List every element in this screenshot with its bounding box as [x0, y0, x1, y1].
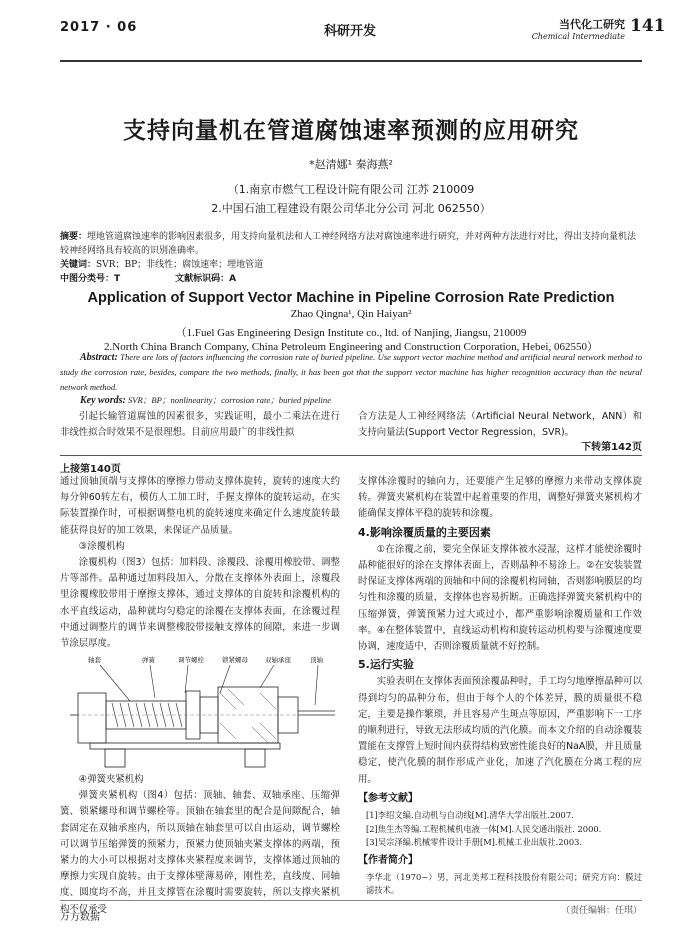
issue-number: 2017 · 06: [60, 20, 138, 35]
author-bio: 李华北（1970~）男，河北美邦工程科技股份有限公司；研究方向：膜过滤技术。: [366, 871, 642, 896]
paragraph-rotation: 通过顶轴顶端与支撑体的摩擦力带动支撑体旋转，旋转的速度大约每分钟60转左右，模仿人工加工时，手握支撑体的旋转运动，在实际装置操作时，可根据调整电机的旋转速度来确定什么速度旋转最能获得良好的加工效果，来保证产品质量。: [60, 476, 340, 536]
keywords-zh: 关键词：SVR；BP；非线性；腐蚀速率；埋地管道: [60, 260, 264, 270]
article-title-en: Application of Support Vector Machine in Pipeline Corrosion Rate Prediction: [87, 290, 615, 306]
keywords-en: Key words: SVR；BP；nonlinearity；corrosion rate；buried pipeline: [80, 395, 332, 406]
author-bio-heading: 【作者简介】: [358, 854, 418, 866]
page-number: 141: [630, 16, 666, 36]
responsible-editor: （责任编辑：任琪）: [560, 905, 642, 916]
continuation-left-top: [60, 474, 340, 652]
authors-zh: *赵清娜¹ 秦海燕²: [309, 158, 393, 171]
abstract-en: Abstract: There are lots of factors influencing the corrosion rate of buried pipeline. Use support vector machine method and artificial neural network method to study the corrosion rate, besides, compare the two methods, finally, it has been got that the support vector machine has higher recognition accuracy than the neural network method.: [60, 352, 642, 392]
paragraph-spring-clamp: 弹簧夹紧机构（图4）包括：顶轴、轴套、双轴承座、压缩弹簧、锁紧螺母和调节螺栓等。顶轴在轴套里的配合是间隙配合，轴套固定在双轴承座内，所以顶轴在轴套里可以自由运动，调节螺栓可以调节压缩弹簧的预紧力，预紧力使顶轴夹紧支撑体的两端，预紧力的大小可以根据对支撑体夹紧程度来调节，支撑体通过顶轴的摩擦力实现自旋转。由于支撑体壁薄易碎，刚性差，直线度、同轴度、圆度均不高，并且支撑管在涂覆时需要旋转，所以支撑夹紧机构不仅承受: [60, 790, 340, 915]
figure-label-sleeve: 轴套: [88, 656, 101, 664]
figure-label-lock-nut: 锁紧螺母: [222, 656, 248, 664]
footer-divider: [60, 900, 642, 901]
header-divider: [60, 60, 642, 62]
figure-label-top-shaft: 顶轴: [310, 656, 323, 664]
section-title: 科研开发: [323, 24, 376, 39]
figure-spring-clamp-diagram: [60, 653, 340, 771]
section-divider: [60, 455, 642, 456]
continuation-left-bottom: [60, 772, 340, 918]
reference-item: [1]李绍文编.自动机与自动线[M].清华大学出版社.2007.: [366, 810, 574, 821]
continued-to-label: 下转第142页: [581, 442, 642, 453]
journal-name-cn: 当代化工研究: [559, 18, 625, 31]
subheading-spring-clamp: ④弹簧夹紧机构: [78, 774, 144, 785]
journal-brand: [525, 16, 625, 41]
reference-item: [2]焦生杰等编.工程机械机电液一体[M].人民交通出版社. 2000.: [366, 823, 602, 834]
subheading-coating: ③涂覆机构: [78, 540, 125, 552]
references-heading: 【参考文献】: [358, 792, 418, 804]
figure-label-bearing-seat: 双轴承座: [265, 656, 291, 664]
intro-left-column: 引起长输管道腐蚀的因素很多，实践证明，最小二乘法在进行非线性拟合时效果不是很理想。目前应用最广的非线性拟: [60, 411, 340, 439]
abstract-zh: 摘要：埋地管道腐蚀速率的影响因素很多，用支持向量机法和人工神经网络方法对腐蚀速率进行研究，并对两种方法进行对比，得出支持向量机法较神经网络具有较高的识别准确率。: [60, 232, 637, 256]
abstract-zh-block: [60, 230, 642, 286]
paragraph-experiment: 实验表明在支撑体表面预涂覆晶种时，手工均匀地摩擦晶种可以得到均匀的晶种分布，但由于每个人的个体差异，膜的质量很不稳定，主要是操作繁琐，并且容易产生斑点等原因，严重影响下一工序的顺利进行，导致无法形成均质的汽化膜。而本文介绍的自动涂覆装置能在支撑管上短时间内获得结构致密性能良好的NaA膜，并且质量稳定，使汽化膜的制作形成产业化，加速了汽化膜在分离工程的应用。: [358, 676, 642, 785]
continuation-right-column: [358, 474, 642, 919]
footer-source: 万方数据: [60, 912, 100, 923]
figure-label-adjust-bolt: 调节螺栓: [178, 656, 204, 664]
affiliation-zh-1: （1.南京市燃气工程设计院有限公司 江苏 210009: [227, 183, 475, 196]
paragraph-coating: 涂覆机构（图3）包括：加料段、涂覆段、涂覆用橡胶带、调整片等部件。晶种通过加料段加入，分散在支撑体外表面上，涂覆段里涂覆橡胶带用于摩擦支撑体，通过支撑体的自旋转和涂覆机构的水平直线运动，晶种就均匀稳定的涂覆在支撑体表面，在涂覆过程中通过调整片的调节来调整橡胶带接触支撑体的间隙，来进一步调节涂层厚度。: [60, 557, 340, 650]
heading-quality-factors: 4.影响涂覆质量的主要因素: [358, 525, 491, 539]
intro-right-column: 合方法是人工神经网络法（Artificial Neural Network，ANN）和支持向量法(Support Vector Regression，SVR)。: [358, 411, 642, 439]
classification-line: 中图分类号：T 文献标识码：A: [60, 274, 237, 284]
heading-experiment: 5.运行实验: [358, 658, 414, 672]
authors-en: Zhao Qingna¹, Qin Haiyan²: [290, 308, 412, 320]
affiliation-zh-2: 2.中国石油工程建设有限公司华北分公司 河北 062550）: [211, 202, 491, 215]
continued-from-label: 上接第140页: [60, 464, 121, 475]
affiliation-en-1: （1.Fuel Gas Engineering Design Institute co., ltd. of Nanjing, Jiangsu, 210009: [175, 327, 527, 339]
affiliation-en-2: 2.North China Branch Company, China Petroleum Engineering and Construction Corporation, Hebei, 062550）: [104, 341, 598, 353]
journal-name-en: Chemical Intermediate: [531, 32, 625, 41]
figure-label-spring: 弹簧: [142, 656, 155, 664]
article-title-zh: 支持向量机在管道腐蚀速率预测的应用研究: [123, 118, 579, 144]
paragraph-axial-force: 支撑体涂覆时的轴向力，还要能产生足够的摩擦力来带动支撑体旋转。弹簧夹紧机构在装置中起着重要的作用，调整好弹簧夹紧机构才能确保支撑体平稳的旋转和涂覆。: [358, 476, 642, 520]
paragraph-quality-factors: ①在涂覆之前，要完全保证支撑体被水浸湿，这样才能使涂覆时晶种能很好的涂在支撑体表面上，否则晶种不易涂上。②在安装装置时保证支撑体两端的顶轴和中间的涂覆机构同轴，否则影响膜层的均匀性和涂覆的质量，支撑体也容易折断。正确选择弹簧夹紧机构中的压缩弹簧，弹簧预紧力过大或过小，都严重影响涂覆质量和工作效率。④在整体装置中，直线运动机构和旋转运动机构要与涂覆速度要协调，速度适中，否则涂覆质量就不好控制。: [358, 543, 642, 653]
reference-item: [3]吴宗泽编.机械零件设计手册[M].机械工业出版社.2003.: [366, 837, 583, 848]
